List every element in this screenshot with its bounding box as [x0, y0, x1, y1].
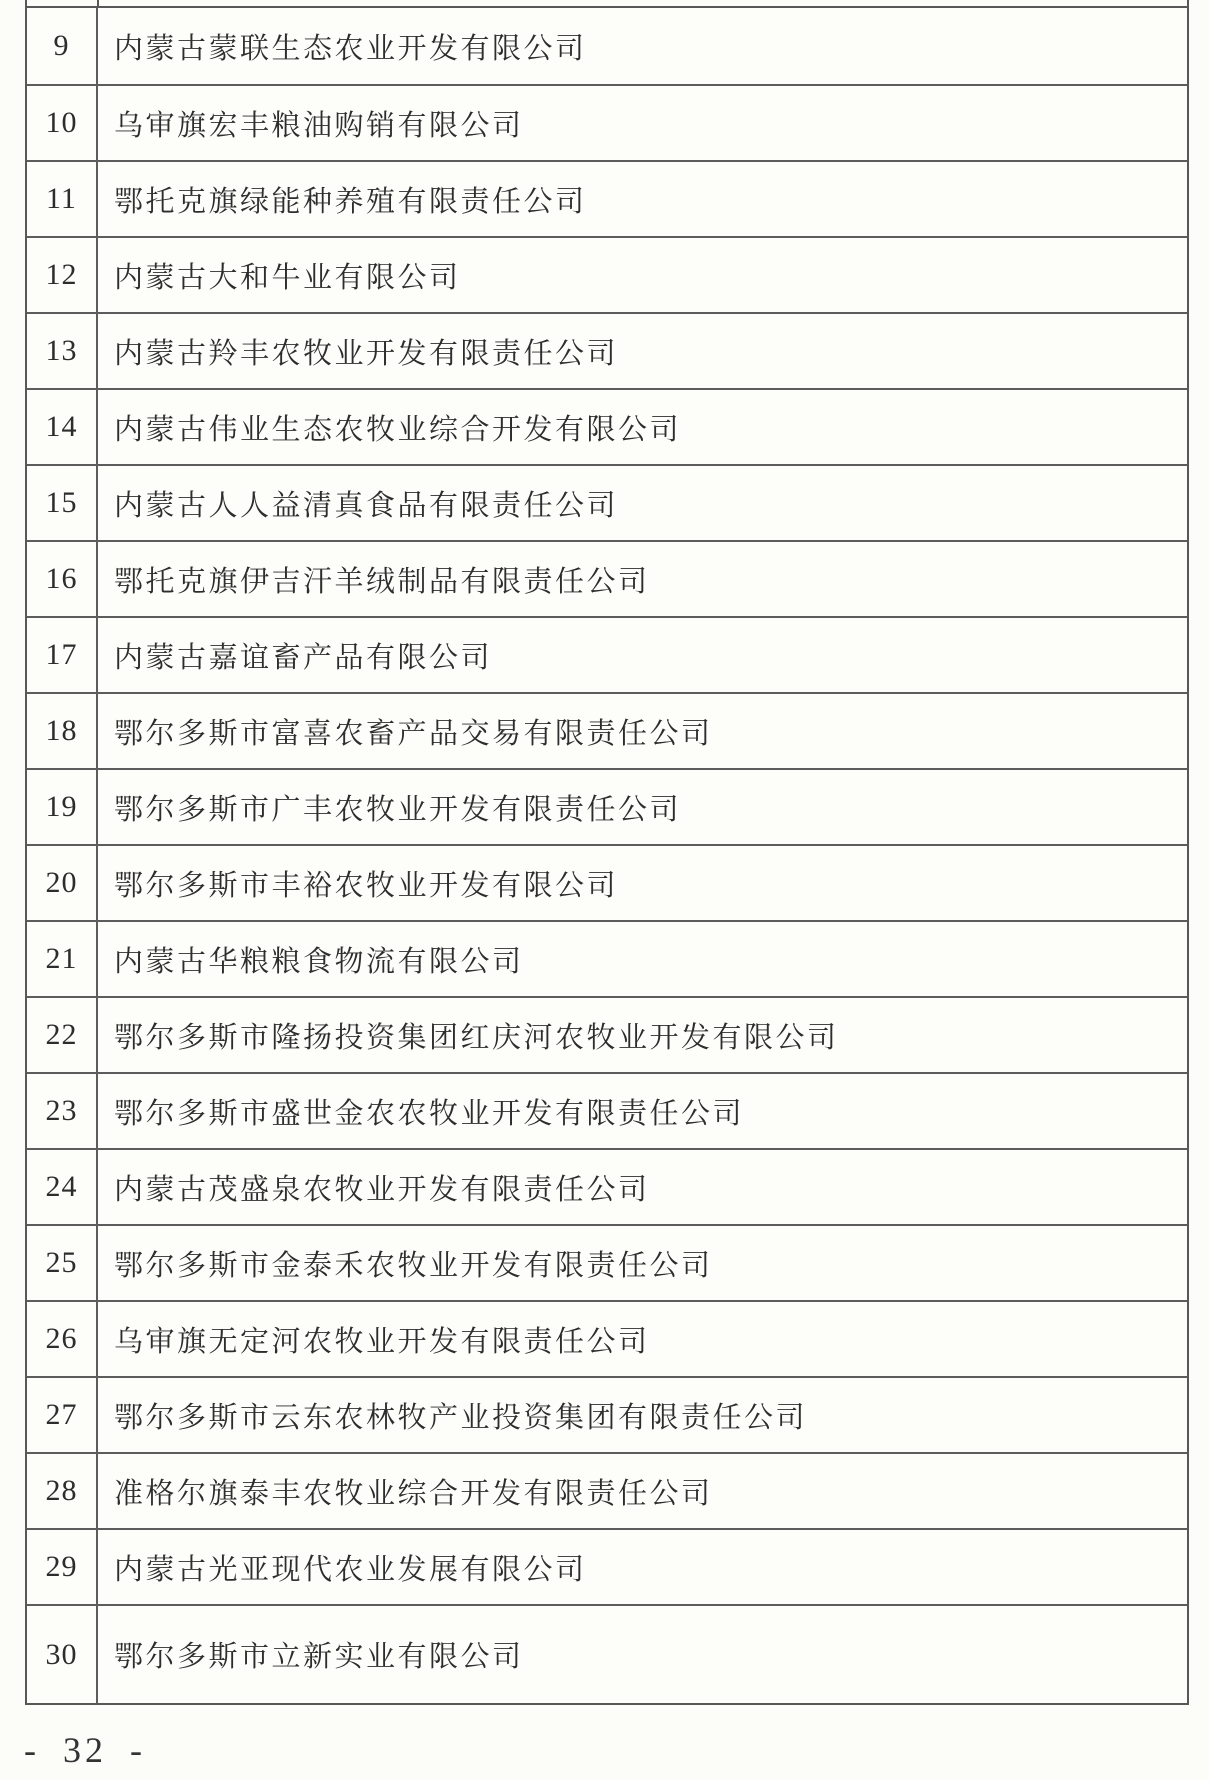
company-name: 鄂尔多斯市云东农林牧产业投资集团有限责任公司	[114, 1401, 808, 1434]
company-name: 内蒙古羚丰农牧业开发有限责任公司	[114, 337, 619, 370]
company-name: 鄂托克旗伊吉汗羊绒制品有限责任公司	[114, 565, 650, 598]
table-row	[27, 312, 1187, 388]
company-name: 内蒙古大和牛业有限公司	[114, 261, 461, 294]
company-name: 内蒙古嘉谊畜产品有限公司	[114, 641, 493, 674]
table-row	[27, 1072, 1187, 1148]
company-name: 鄂尔多斯市立新实业有限公司	[114, 1641, 524, 1673]
company-name: 鄂尔多斯市丰裕农牧业开发有限公司	[114, 869, 619, 902]
row-number: 18	[27, 694, 98, 768]
company-name: 内蒙古伟业生态农牧业综合开发有限公司	[114, 413, 682, 446]
company-name: 鄂尔多斯市广丰农牧业开发有限责任公司	[114, 793, 682, 826]
row-number: 12	[27, 238, 98, 312]
row-number: 13	[27, 314, 98, 388]
table-row	[27, 768, 1187, 844]
row-number: 10	[27, 86, 98, 160]
row-number: 24	[27, 1150, 98, 1224]
company-name: 内蒙古华粮粮食物流有限公司	[114, 945, 524, 978]
company-name: 乌审旗宏丰粮油购销有限公司	[114, 109, 524, 142]
row-number: 29	[27, 1530, 98, 1604]
table-row	[27, 1300, 1187, 1376]
company-name: 乌审旗无定河农牧业开发有限责任公司	[114, 1325, 650, 1358]
table-row	[27, 1148, 1187, 1224]
row-number: 14	[27, 390, 98, 464]
table-row	[27, 236, 1187, 312]
company-name: 准格尔旗泰丰农牧业综合开发有限责任公司	[114, 1477, 713, 1510]
row-number: 22	[27, 998, 98, 1072]
table-row	[27, 996, 1187, 1072]
table-row	[27, 920, 1187, 996]
table-row	[27, 692, 1187, 768]
company-name: 鄂尔多斯市盛世金农农牧业开发有限责任公司	[114, 1097, 745, 1130]
company-list-table	[25, 6, 1189, 1705]
row-number: 16	[27, 542, 98, 616]
row-number: 23	[27, 1074, 98, 1148]
row-number: 27	[27, 1378, 98, 1452]
row-number: 28	[27, 1454, 98, 1528]
company-name: 内蒙古茂盛泉农牧业开发有限责任公司	[114, 1173, 650, 1206]
table-row	[27, 8, 1187, 84]
table-row	[27, 464, 1187, 540]
row-number: 11	[27, 162, 98, 236]
table-row	[27, 1452, 1187, 1528]
company-name: 鄂尔多斯市金泰禾农牧业开发有限责任公司	[114, 1249, 713, 1282]
row-number: 26	[27, 1302, 98, 1376]
table-row	[27, 540, 1187, 616]
company-name: 鄂托克旗绿能种养殖有限责任公司	[114, 185, 587, 218]
table-row	[27, 160, 1187, 236]
table-row	[27, 1604, 1187, 1703]
row-number: 25	[27, 1226, 98, 1300]
row-number: 17	[27, 618, 98, 692]
row-number: 15	[27, 466, 98, 540]
company-name: 内蒙古光亚现代农业发展有限公司	[114, 1553, 587, 1586]
company-name: 鄂尔多斯市富喜农畜产品交易有限责任公司	[114, 717, 713, 750]
table-row	[27, 844, 1187, 920]
table-row	[27, 1224, 1187, 1300]
table-row	[27, 1528, 1187, 1604]
table-row	[27, 1376, 1187, 1452]
company-name: 内蒙古蒙联生态农业开发有限公司	[114, 32, 587, 65]
page-number: - 32 -	[24, 1730, 146, 1770]
row-number: 20	[27, 846, 98, 920]
company-name: 内蒙古人人益清真食品有限责任公司	[114, 489, 619, 522]
table-row	[27, 84, 1187, 160]
row-number: 21	[27, 922, 98, 996]
row-number: 30	[27, 1606, 98, 1703]
table-row	[27, 616, 1187, 692]
row-number: 19	[27, 770, 98, 844]
company-name: 鄂尔多斯市隆扬投资集团红庆河农牧业开发有限公司	[114, 1021, 839, 1054]
table-row	[27, 388, 1187, 464]
row-number: 9	[27, 8, 98, 84]
